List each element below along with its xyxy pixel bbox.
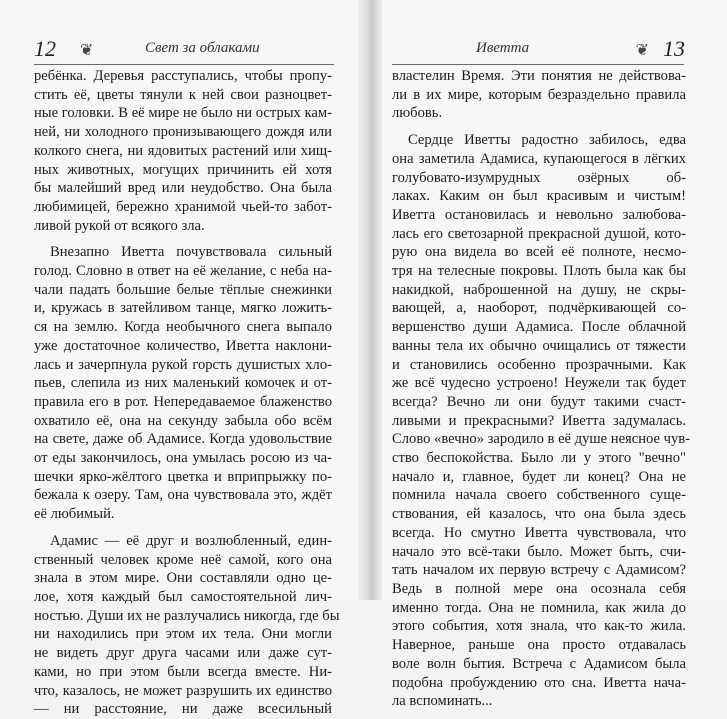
text-line: воле волн бытия. Встреча с Адамисом была (392, 655, 686, 672)
text-line: колкого снега, ни ядовитых растений или хищ- (34, 142, 332, 159)
text-line: тря на телесные покровы. Плоть была как бы (392, 263, 686, 280)
text-line: и становились особенно прозрачными. Как (392, 356, 686, 373)
text-line: Сердце Иветты радостно забилось, едва (408, 132, 686, 149)
text-line: Наверное, раньше она просто отдавалась (392, 637, 686, 654)
text-line: ся на землю. Когда необычного снега выпало (34, 319, 332, 336)
text-line: чали падать большие белые тёплые снежинки (34, 281, 332, 298)
left-page (0, 0, 362, 718)
text-line: Ведь в полной мере она осознала себя (392, 580, 686, 597)
text-line: тать началом их первую встречу с Адамисом? (392, 562, 686, 579)
text-line: лое, хотя каждый был самостоятельной лич- (34, 588, 332, 605)
text-line: уже достаточное количество, Иветта наклони- (34, 337, 332, 354)
text-line: голод. Словно в ответ на её желание, с неба на- (34, 263, 332, 280)
page-number: 13 (663, 36, 685, 61)
header-rule (392, 64, 684, 65)
text-line: ванны тела их обычно очищались от тяжести (392, 337, 686, 354)
paragraph (392, 131, 691, 711)
text-line: от еды закончилось, она умылась росою из ча- (34, 450, 332, 467)
text-line: накидкой, наброшенной на душу, не скры- (392, 281, 686, 298)
running-title: Иветта (476, 40, 530, 56)
text-line: знала в этом мире. Они составляли одно це- (34, 570, 332, 587)
text-line: — ни расстояние, ни даже всесильный (34, 701, 332, 718)
text-line: бежала к озеру. Там, она чувствовала это, ждёт (34, 487, 332, 504)
text-line: что, казалось, не может разрушить их единство (34, 682, 332, 699)
text-line: ли в их мире, которым безраздельно правила (392, 86, 686, 103)
text-line: пьев, слепила из них маленький комочек и от- (34, 375, 332, 392)
right-page (378, 0, 727, 710)
running-title: Свет за облаками (145, 40, 260, 56)
text-line: ребёнка. Деревья расступались, чтобы пропу- (34, 68, 332, 84)
text-line: правила его в рот. Непередаваемое блаженство (34, 393, 332, 410)
text-line: на свете, даже об Адамисе. Когда удовольствие (34, 431, 332, 448)
text-line: помнила начала своего собственного суще- (392, 487, 686, 504)
text-line: властелин Время. Эти понятия не действова- (392, 68, 686, 84)
paragraph (392, 67, 686, 123)
text-line: любовь. (392, 105, 443, 122)
text-line: ливыми и прекрасными? Иветта задумалась. (392, 412, 686, 429)
text-line: бы малейший вред или неудобство. Она была (34, 180, 332, 197)
text-line: голубовато-изумрудных озёрных об- (392, 169, 686, 186)
right-page-text (392, 67, 691, 711)
text-line: стить её, цветы тянули к ней свои разноцвет- (34, 86, 332, 103)
text-line: начало и, главное, будет ли конец? Она не (392, 468, 686, 485)
text-line: не видеть друг друга часами или даже сут- (34, 645, 332, 662)
text-line: и, кружась в затейливом танце, мягко ложить- (34, 300, 332, 317)
text-line: Слово «вечно» зародило в её душе неясное чув- (392, 431, 691, 448)
text-line: ственный человек кроме неё самой, кого она (34, 551, 332, 568)
text-line: лаках. Каким он был красивым и чистым! (392, 188, 686, 205)
text-line: именно тогда. Она не помнила, как жила до (392, 599, 686, 616)
text-line: вершенство души Адамиса. После облачной (392, 319, 686, 336)
text-line: рую она видела во всей её полноте, несмо- (392, 244, 686, 261)
text-line: Внезапно Иветта почувствовала сильный (50, 244, 332, 261)
text-line: её любимый. (34, 506, 115, 523)
text-line: она заметила Адамиса, купающегося в лёгких (392, 150, 686, 167)
text-line: ни находились при этом их тела. Они могли (34, 626, 332, 643)
ornament-icon: ❦ (635, 42, 649, 59)
text-line: всегда. Но смутно Иветта чувствовала, что (392, 524, 686, 541)
left-page-header (0, 36, 362, 62)
text-line: лась и зачерпнула рукой горсть душистых хло- (34, 356, 332, 373)
text-line: ствования, ей казалось, что она была здесь (392, 506, 686, 523)
text-line: же всё чудесно устроено! Неужели так будет (392, 375, 686, 392)
text-line: охватило её, она на секунду забыла обо всём (34, 412, 332, 429)
text-line: всегда? Вечно ли они будут такими счаст- (392, 393, 686, 410)
paragraph (34, 532, 340, 719)
text-line: начало это всё-таки было. Может быть, счи- (392, 543, 686, 560)
text-line: ливой рукой от всякого зла. (34, 217, 205, 234)
page-number: 12 (34, 36, 56, 61)
text-line: ла вспоминать... (392, 693, 493, 710)
ornament-icon: ❦ (80, 42, 94, 59)
text-line: Иветта остановилась и невольно залюбова- (392, 206, 686, 223)
paragraph (34, 67, 332, 235)
right-page-header (378, 36, 727, 62)
text-line: любимицей, бережно хранимой чьей-то забот- (34, 198, 332, 215)
text-line: ных животных, могущих причинить ей хотя (34, 161, 332, 178)
left-page-text (34, 67, 340, 719)
header-rule (34, 64, 334, 65)
text-line: шечки ярко-жёлтого цветка и вприпрыжку по- (34, 468, 332, 485)
text-line: ные головки. В её мире не было ни острых кам- (34, 105, 332, 122)
text-line: ками, но при этом были всегда вместе. Ни- (34, 663, 332, 680)
text-line: Адамис — её друг и возлюбленный, един- (50, 532, 332, 549)
text-line: лась его светозарной прекрасной душой, кото- (392, 225, 686, 242)
text-line: подобна пробуждению ото сна. Иветта нача- (392, 674, 686, 691)
text-line: ностью. Души их не разлучались никогда, где бы (34, 607, 340, 624)
text-line: ство беспокойства. Было ли у этого "вечно" (392, 450, 686, 467)
paragraph (34, 243, 332, 524)
text-line: этого события, хотя знала, что как-то жила. (392, 618, 686, 635)
text-line: вающей, а, наоборот, подчёркивающей со- (392, 300, 686, 317)
text-line: ней, ни холодного пронизывающего дождя или (34, 124, 332, 141)
